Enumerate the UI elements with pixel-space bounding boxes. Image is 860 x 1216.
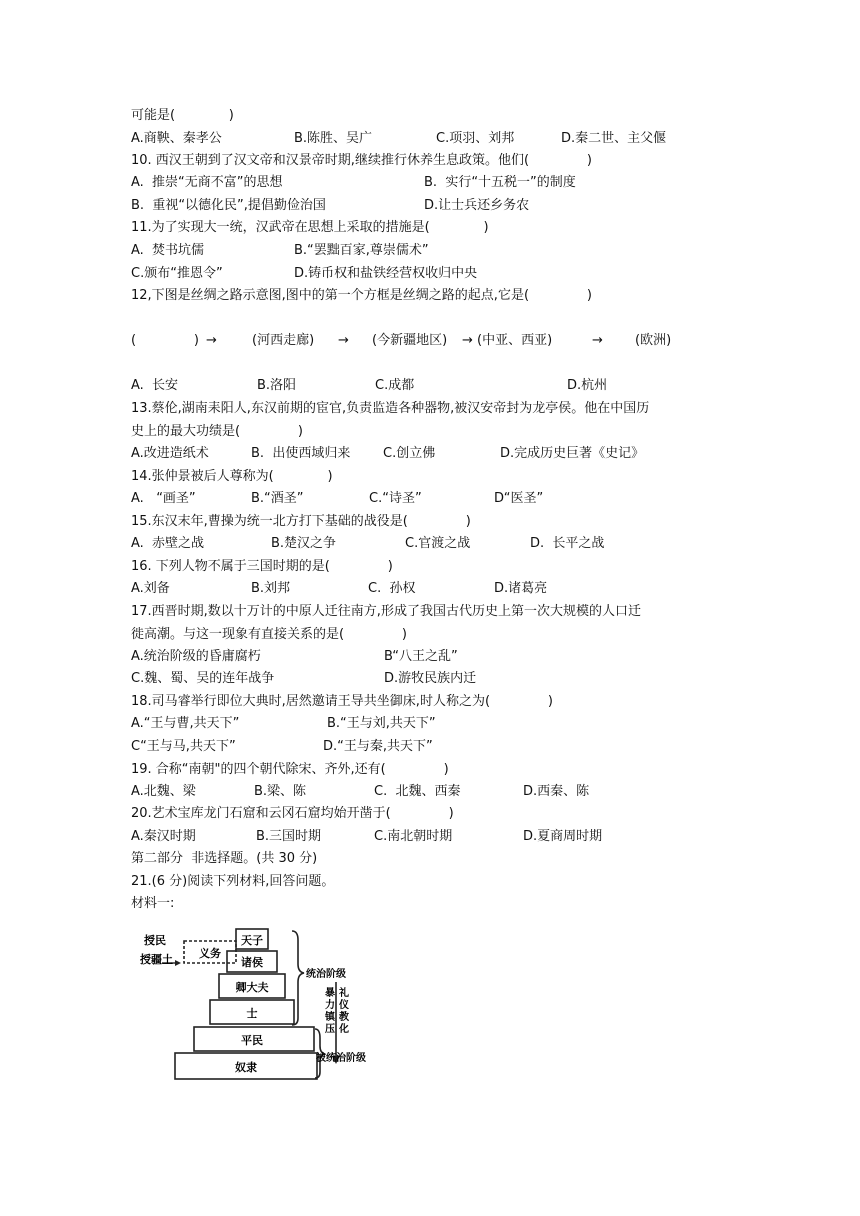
q15-stem: 15.东汉末年,曹操为统一北方打下基础的战役是( ) <box>131 514 471 529</box>
q13-stem-line1: 13.蔡伦,湖南耒阳人,东汉前期的宦官,负责监造各种器物,被汉安帝封为龙亭侯。他在中国历 <box>131 401 650 416</box>
q14-option-d[interactable]: D“医圣” <box>494 491 544 506</box>
q17-stem-line2: 徙高潮。与这一现象有直接关系的是( ) <box>131 627 407 642</box>
q20-option-b[interactable]: B.三国时期 <box>256 829 322 844</box>
q9-stem-tail: 可能是( ) <box>131 108 234 123</box>
q15-option-d[interactable]: D. 长平之战 <box>530 536 605 551</box>
q12-route-start: ( ) <box>131 333 199 348</box>
q19-option-b[interactable]: B.梁、陈 <box>254 784 307 799</box>
q12-option-a[interactable]: A. 长安 <box>131 378 179 393</box>
q18-option-d[interactable]: D.“王与秦,共天下” <box>323 739 433 754</box>
q10-option-d[interactable]: D.让士兵还乡务农 <box>424 198 530 213</box>
q19-option-c[interactable]: C. 北魏、西秦 <box>374 784 461 799</box>
q12-stem: 12,下图是丝绸之路示意图,图中的第一个方框是丝绸之路的起点,它是( ) <box>131 288 592 303</box>
q11-option-a[interactable]: A. 焚书坑儒 <box>131 243 205 258</box>
q16-option-b[interactable]: B.刘邦 <box>251 581 291 596</box>
etiquette-char: 化 <box>339 1024 349 1035</box>
q9-option-c[interactable]: C.项羽、刘邦 <box>436 131 515 146</box>
q16-option-a[interactable]: A.刘备 <box>131 581 170 596</box>
q12-option-b[interactable]: B.洛阳 <box>257 378 297 393</box>
q12-route-arrow: → <box>592 333 603 348</box>
level-label-pingmin: 平民 <box>241 1034 263 1047</box>
etiquette-char: 教 <box>339 1012 349 1023</box>
level-label-tianzi: 天子 <box>241 934 263 947</box>
level-label-nuli: 奴隶 <box>235 1061 257 1074</box>
level-label-shi: 士 <box>246 1007 258 1020</box>
q10-stem: 10. 西汉王朝到了汉文帝和汉景帝时期,继续推行休养生息政策。他们( ) <box>131 153 592 168</box>
q13-option-d[interactable]: D.完成历史巨著《史记》 <box>500 446 645 461</box>
q17-option-b[interactable]: B“八王之乱” <box>384 649 458 664</box>
q11-option-b[interactable]: B.“罢黜百家,尊崇儒术” <box>294 243 429 258</box>
q16-stem: 16. 下列人物不属于三国时期的是( ) <box>131 559 393 574</box>
q16-option-d[interactable]: D.诸葛亮 <box>494 581 548 596</box>
q21-stem: 21.(6 分)阅读下列材料,回答问题。 <box>131 874 335 889</box>
ruled-class-label: 被统治阶级 <box>316 1053 366 1064</box>
q12-route-central-asia: → (中亚、西亚) <box>462 333 553 348</box>
q13-option-c[interactable]: C.创立佛 <box>383 446 436 461</box>
ruling-class-label: 统治阶级 <box>306 969 346 980</box>
q18-option-c[interactable]: C“王与马,共天下” <box>131 739 236 754</box>
etiquette-char: 礼 <box>339 988 349 999</box>
q17-option-c[interactable]: C.魏、蜀、吴的连年战争 <box>131 671 275 686</box>
q12-route-arrow: → <box>206 333 217 348</box>
q13-option-a[interactable]: A.改进造纸术 <box>131 446 209 461</box>
q17-stem-line1: 17.西晋时期,数以十万计的中原人迁往南方,形成了我国古代历史上第一次大规模的人口迁 <box>131 604 641 619</box>
q12-option-d[interactable]: D.杭州 <box>567 378 608 393</box>
material-one-label: 材料一: <box>131 896 175 911</box>
q20-option-c[interactable]: C.南北朝时期 <box>374 829 453 844</box>
q17-option-a[interactable]: A.统治阶级的昏庸腐朽 <box>131 649 261 664</box>
q20-stem: 20.艺术宝库龙门石窟和云冈石窟均始开凿于( ) <box>131 806 454 821</box>
q18-option-b[interactable]: B.“王与刘,共天下” <box>327 716 436 731</box>
q13-option-b[interactable]: B. 出使西域归来 <box>251 446 351 461</box>
q12-option-c[interactable]: C.成都 <box>375 378 415 393</box>
q17-option-d[interactable]: D.游牧民族内迁 <box>384 671 477 686</box>
q10-option-b[interactable]: B. 实行“十五税一”的制度 <box>424 175 576 190</box>
violence-char: 压 <box>325 1024 335 1035</box>
q15-option-a[interactable]: A. 赤壁之战 <box>131 536 205 551</box>
q14-stem: 14.张仲景被后人尊称为( ) <box>131 469 333 484</box>
q11-stem: 11.为了实现大一统，汉武帝在思想上采取的措施是( ) <box>131 220 489 235</box>
q16-option-c[interactable]: C. 孙权 <box>368 581 416 596</box>
q9-option-b[interactable]: B.陈胜、吴广 <box>294 131 373 146</box>
part-two-heading: 第二部分 非选择题。(共 30 分) <box>131 851 318 866</box>
q10-option-a[interactable]: A. 推崇“无商不富”的思想 <box>131 175 283 190</box>
grant-land-label: 授疆土 <box>140 953 173 966</box>
level-label-zhuhou: 诸侯 <box>241 956 263 969</box>
q18-stem: 18.司马睿举行即位大典时,居然邀请王导共坐御床,时人称之为( ) <box>131 694 553 709</box>
q20-option-d[interactable]: D.夏商周时期 <box>523 829 603 844</box>
hierarchy-pyramid-svg <box>140 926 390 1086</box>
q14-option-a[interactable]: A. “画圣” <box>131 491 196 506</box>
q9-option-d[interactable]: D.秦二世、主父偃 <box>561 131 667 146</box>
q9-option-a[interactable]: A.商鞅、秦孝公 <box>131 131 222 146</box>
violence-char: 力 <box>325 1000 335 1011</box>
q19-stem: 19. 合称“南朝"的四个朝代除宋、齐外,还有( ) <box>131 762 449 777</box>
q14-option-b[interactable]: B.“酒圣” <box>251 491 304 506</box>
q12-route-arrow: → <box>338 333 349 348</box>
q15-option-c[interactable]: C.官渡之战 <box>405 536 471 551</box>
q19-option-d[interactable]: D.西秦、陈 <box>523 784 590 799</box>
q15-option-b[interactable]: B.楚汉之争 <box>271 536 337 551</box>
q20-option-a[interactable]: A.秦汉时期 <box>131 829 196 844</box>
grant-people-label: 授民 <box>144 934 166 947</box>
q19-option-a[interactable]: A.北魏、梁 <box>131 784 196 799</box>
q11-option-d[interactable]: D.铸币权和盐铁经营权收归中央 <box>294 266 478 281</box>
level-label-qingdafu: 卿大夫 <box>235 981 269 994</box>
q10-option-c[interactable]: B. 重视“以德化民”,提倡勤俭治国 <box>131 198 326 213</box>
q14-option-c[interactable]: C.“诗圣” <box>369 491 422 506</box>
duty-label: 义务 <box>199 947 221 960</box>
etiquette-char: 仪 <box>339 1000 349 1011</box>
side-arrow-head <box>175 960 181 966</box>
q12-route-europe: (欧洲) <box>635 333 672 348</box>
q12-route-hexi: (河西走廊) <box>252 333 315 348</box>
violence-char: 镇 <box>325 1012 335 1023</box>
q13-stem-line2: 史上的最大功绩是( ) <box>131 424 303 439</box>
q12-route-xinjiang: (今新疆地区) <box>372 333 448 348</box>
q18-option-a[interactable]: A.“王与曹,共天下” <box>131 716 240 731</box>
q11-option-c[interactable]: C.颁布“推恩令” <box>131 266 223 281</box>
violence-char: 暴 <box>325 988 335 999</box>
social-hierarchy-diagram <box>140 926 390 1086</box>
